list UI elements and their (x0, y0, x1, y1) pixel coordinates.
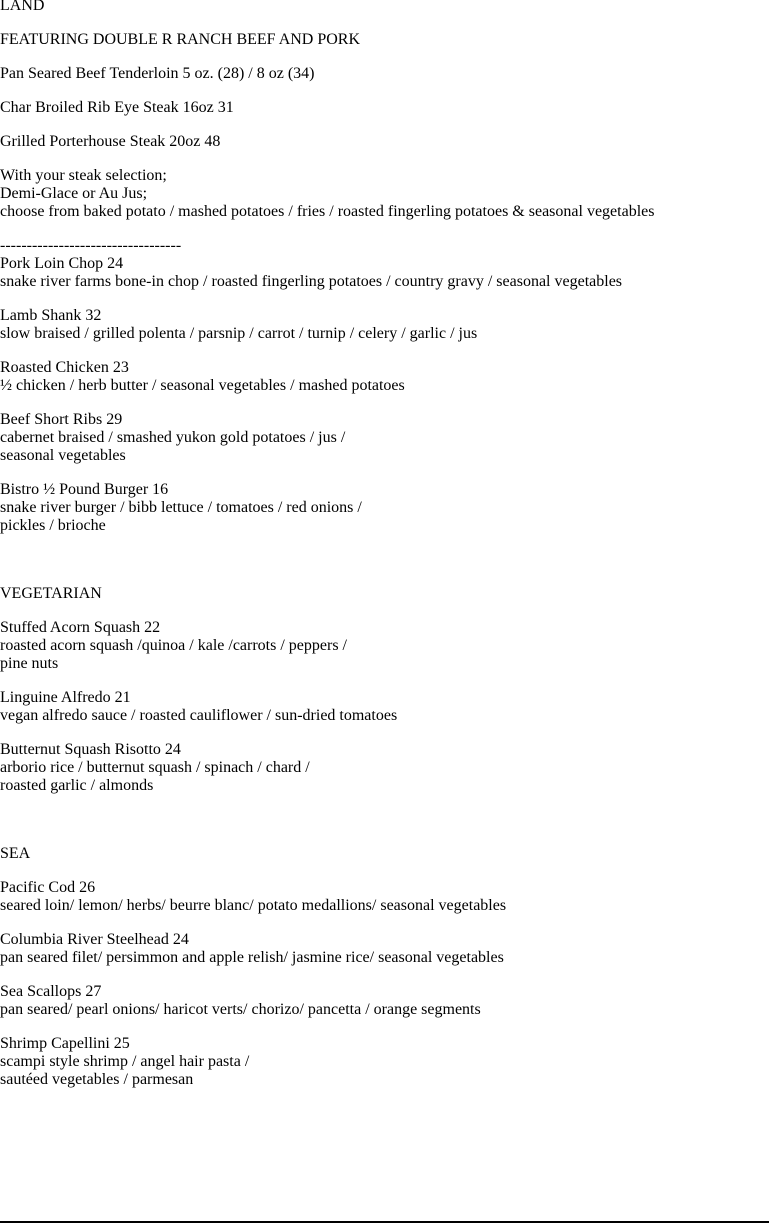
steak-item: Grilled Porterhouse Steak 20oz 48 (0, 133, 221, 150)
steak-note-line: With your steak selection; (0, 167, 167, 184)
menu-item (0, 481, 769, 535)
menu-item-description: slow braised / grilled polenta / parsnip / carrot / turnip / celery / garlic / jus (0, 325, 478, 342)
menu-item (0, 689, 769, 725)
menu-item-description: roasted acorn squash /quinoa / kale /carrots / peppers / (0, 637, 347, 654)
menu-item-title: Sea Scallops 27 (0, 983, 102, 1000)
vegetarian-heading: VEGETARIAN (0, 585, 102, 602)
menu-item (0, 255, 769, 291)
sea-heading: SEA (0, 845, 31, 862)
land-heading: LAND (0, 0, 45, 14)
land-section (0, 0, 769, 535)
menu-item-title: Pork Loin Chop 24 (0, 255, 124, 272)
menu-item-title: Stuffed Acorn Squash 22 (0, 619, 161, 636)
menu-item (0, 983, 769, 1019)
menu-item (0, 879, 769, 915)
bottom-border (0, 1221, 769, 1223)
menu-item-title: Pacific Cod 26 (0, 879, 96, 896)
menu-item (0, 411, 769, 465)
land-featuring: FEATURING DOUBLE R RANCH BEEF AND PORK (0, 31, 361, 48)
menu-item-description: ½ chicken / herb butter / seasonal vegetables / mashed potatoes (0, 377, 405, 394)
menu-item-description: snake river farms bone-in chop / roasted fingerling potatoes / country gravy / seasonal vegetables (0, 273, 623, 290)
menu-item-description: pan seared/ pearl onions/ haricot verts/ chorizo/ pancetta / orange segments (0, 1001, 481, 1018)
menu-item-description: seasonal vegetables (0, 447, 126, 464)
menu-item-description: roasted garlic / almonds (0, 777, 154, 794)
menu-item-description: sautéed vegetables / parmesan (0, 1071, 194, 1088)
steak-note-line: choose from baked potato / mashed potatoes / fries / roasted fingerling potatoes & seasonal vegetables (0, 203, 655, 220)
menu-item-title: Bistro ½ Pound Burger 16 (0, 481, 169, 498)
menu-item (0, 307, 769, 343)
menu-item-title: Lamb Shank 32 (0, 307, 102, 324)
menu-item (0, 931, 769, 967)
menu-item-description: scampi style shrimp / angel hair pasta / (0, 1053, 250, 1070)
menu-item-title: Butternut Squash Risotto 24 (0, 741, 181, 758)
steak-item: Pan Seared Beef Tenderloin 5 oz. (28) / 8 oz (34) (0, 65, 315, 82)
steak-item: Char Broiled Rib Eye Steak 16oz 31 (0, 99, 234, 116)
menu-item-title: Columbia River Steelhead 24 (0, 931, 189, 948)
sea-section (0, 845, 769, 1089)
menu-item (0, 359, 769, 395)
menu-item-title: Roasted Chicken 23 (0, 359, 129, 376)
menu-item-description: vegan alfredo sauce / roasted cauliflower / sun-dried tomatoes (0, 707, 398, 724)
menu-item-description: cabernet braised / smashed yukon gold potatoes / jus / (0, 429, 346, 446)
menu-item (0, 1035, 769, 1089)
menu-item-description: seared loin/ lemon/ herbs/ beurre blanc/ potato medallions/ seasonal vegetables (0, 897, 507, 914)
menu-item-description: pan seared filet/ persimmon and apple relish/ jasmine rice/ seasonal vegetables (0, 949, 504, 966)
section-divider: ---------------------------------- (0, 237, 182, 254)
menu-item-description: snake river burger / bibb lettuce / tomatoes / red onions / (0, 499, 362, 516)
menu-item (0, 741, 769, 795)
menu-item-description: arborio rice / butternut squash / spinach / chard / (0, 759, 310, 776)
menu-item-description: pine nuts (0, 655, 59, 672)
menu-item (0, 619, 769, 673)
menu-item-description: pickles / brioche (0, 517, 106, 534)
vegetarian-section (0, 585, 769, 795)
menu-item-title: Beef Short Ribs 29 (0, 411, 123, 428)
steak-note-line: Demi-Glace or Au Jus; (0, 185, 148, 202)
menu-item-title: Linguine Alfredo 21 (0, 689, 131, 706)
menu-item-title: Shrimp Capellini 25 (0, 1035, 130, 1052)
